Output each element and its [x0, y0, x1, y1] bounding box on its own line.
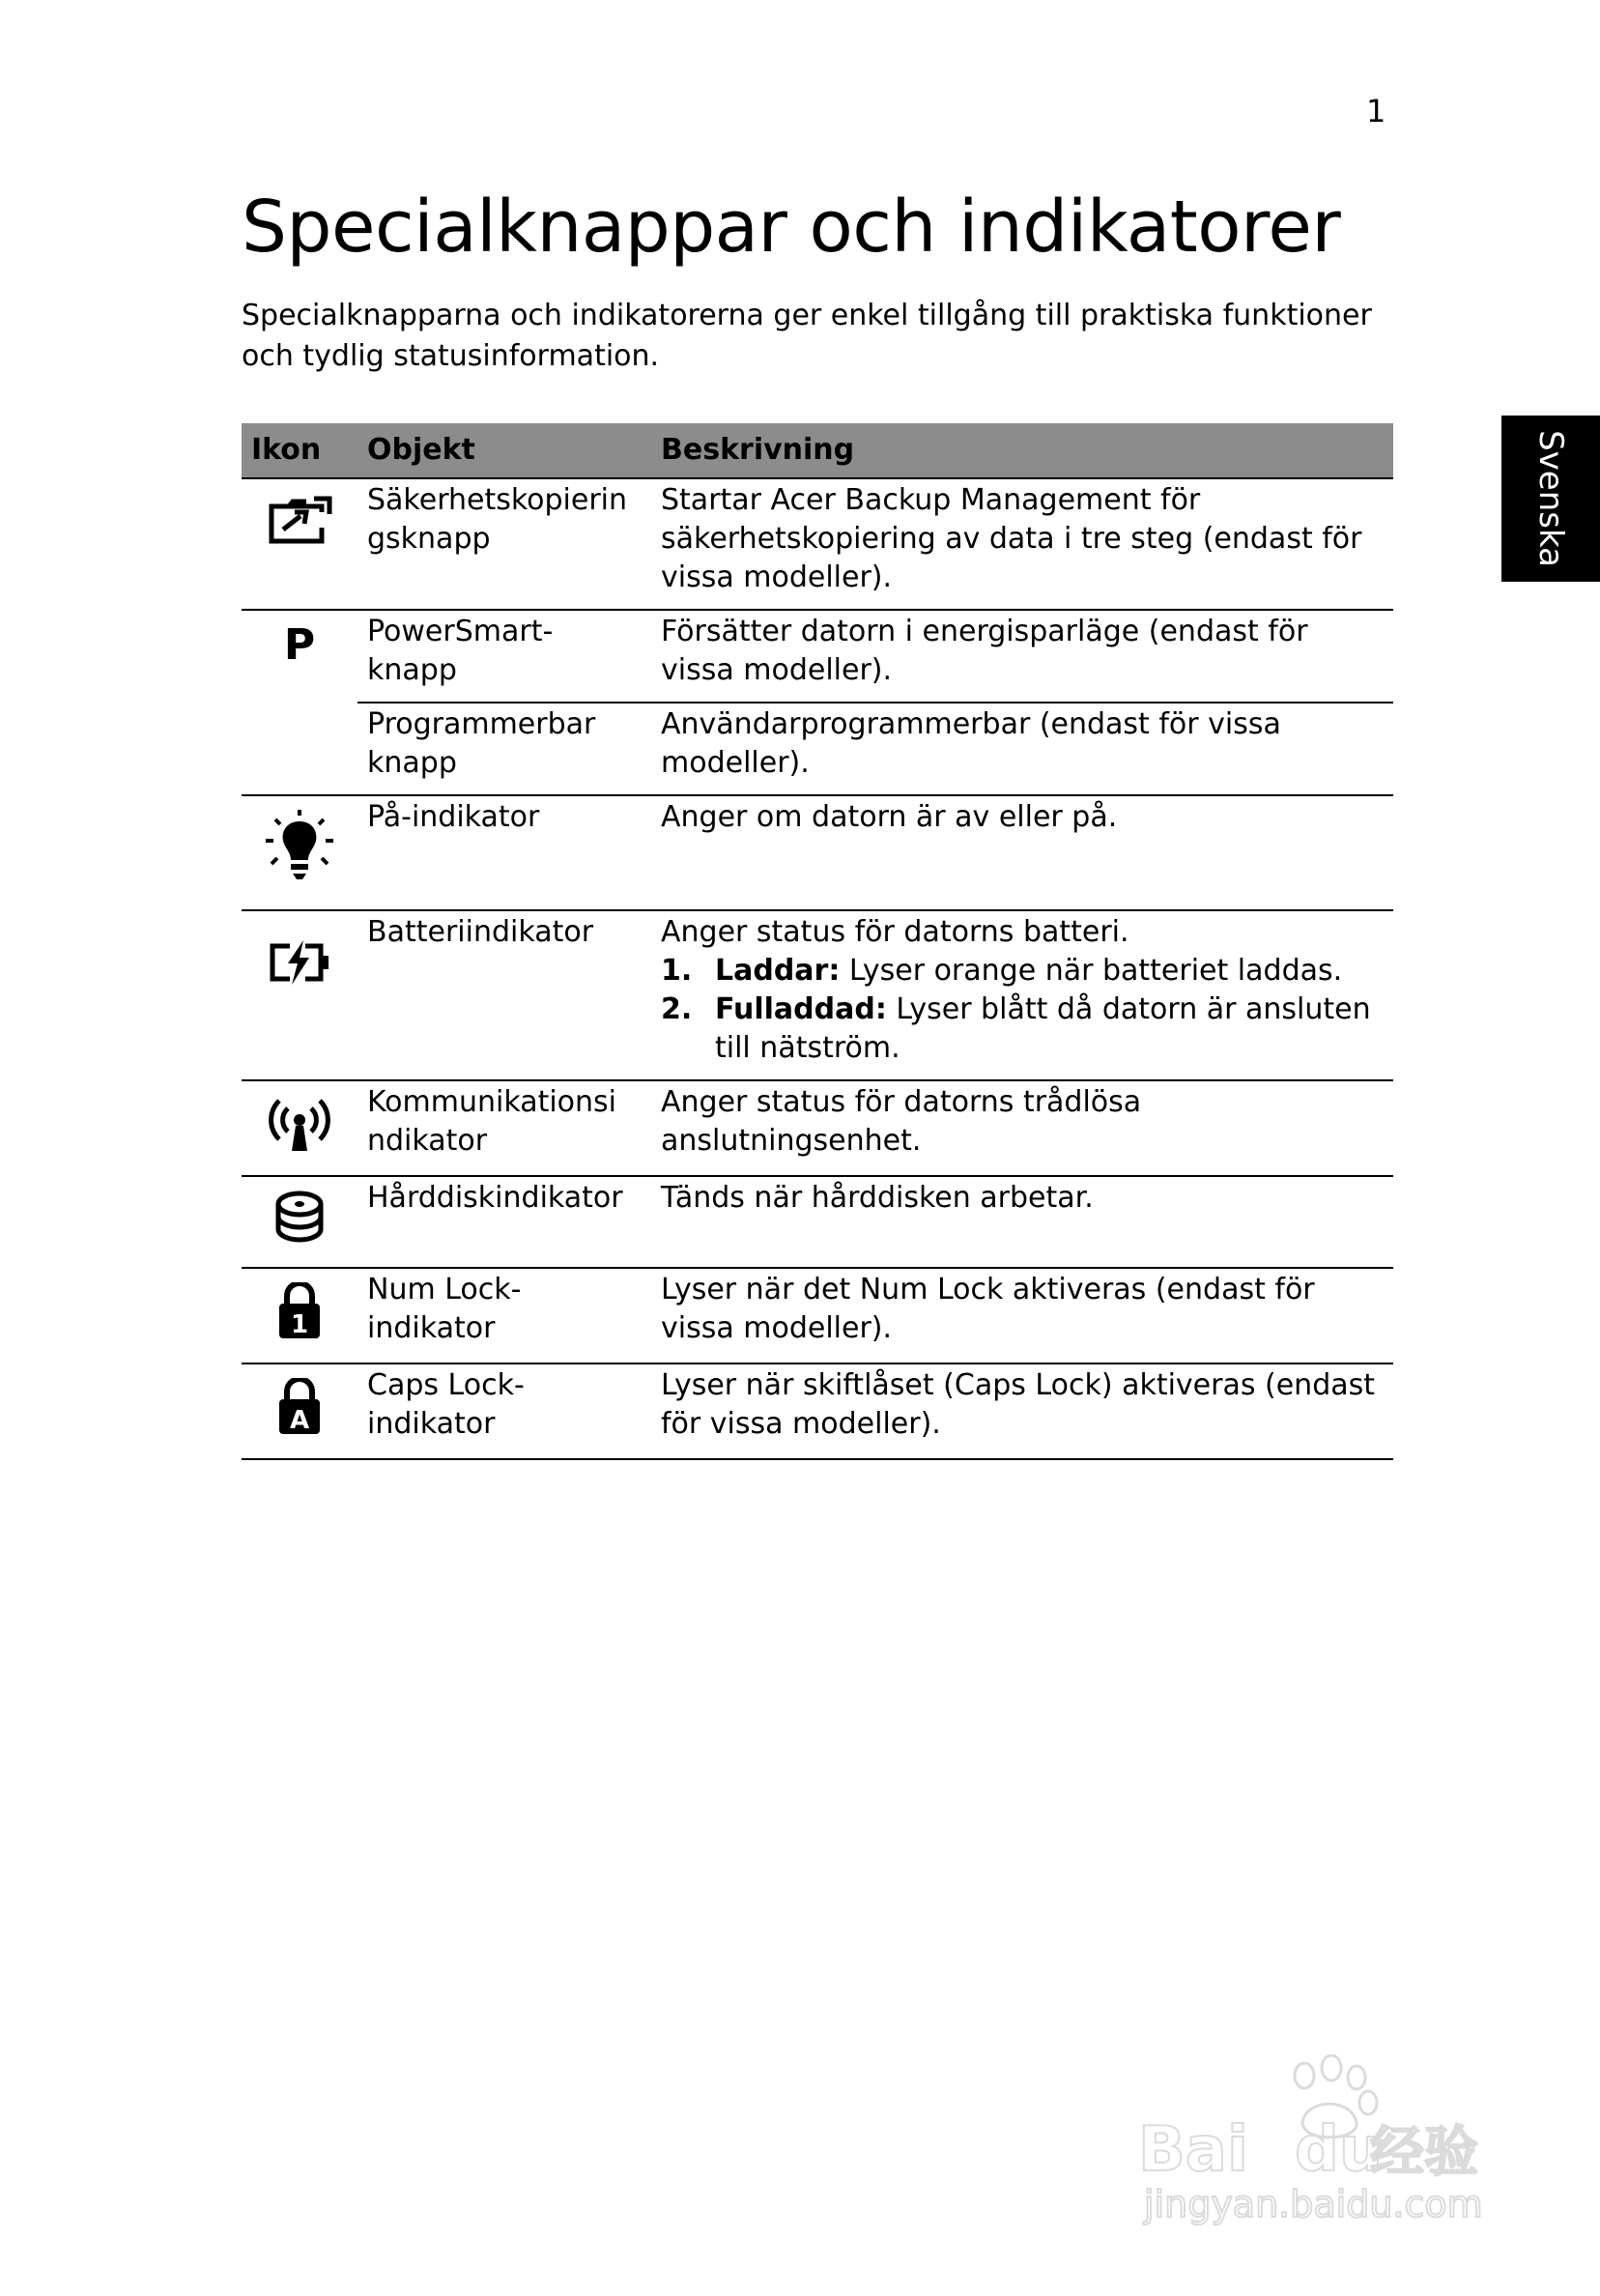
- table-row: [242, 1080, 1393, 1176]
- powersmart-icon: P: [283, 620, 316, 670]
- table-row: [242, 1363, 1393, 1459]
- icon-cell: [242, 610, 357, 795]
- icon-cell: [242, 1080, 357, 1176]
- description-cell: Lyser när skiftlåset (Caps Lock) aktiveras (endast för vissa modeller).: [651, 1363, 1393, 1459]
- table-row: [242, 610, 1393, 703]
- table-row: [242, 1176, 1393, 1268]
- description-cell: Tänds när hårddisken arbetar.: [651, 1176, 1393, 1268]
- object-cell: Batteriindikator: [357, 910, 651, 1080]
- object-cell: Säkerhetskopierin gsknapp: [357, 478, 651, 610]
- page-title: Specialknappar och indikatorer: [242, 186, 1341, 269]
- object-cell: På-indikator: [357, 795, 651, 910]
- list-number: 2.: [661, 992, 693, 1026]
- baidu-watermark: [1132, 2054, 1500, 2226]
- description-cell: Lyser när det Num Lock aktiveras (endast för vissa modeller).: [651, 1268, 1393, 1363]
- table-header-row: [242, 423, 1393, 478]
- object-cell: Programmerbar knapp: [357, 703, 651, 795]
- battery-icon: [267, 940, 332, 985]
- icon-cell: [242, 1363, 357, 1459]
- description-cell: Anger status för datorns trådlösa anslutningsenhet.: [651, 1080, 1393, 1176]
- special-keys-table: [242, 423, 1393, 1460]
- list-item: [661, 952, 1384, 990]
- object-cell: Num Lock-indikator: [357, 1268, 651, 1363]
- header-icon: Ikon: [242, 423, 357, 478]
- caps-lock-icon: [275, 1378, 324, 1436]
- language-tab-label: Svenska: [1531, 430, 1570, 567]
- table-row: [242, 478, 1393, 610]
- battery-status-list: [661, 952, 1384, 1068]
- icon-cell: [242, 478, 357, 610]
- table-row: [242, 795, 1393, 910]
- backup-icon: [266, 493, 333, 547]
- watermark-brand-2: du: [1295, 2114, 1384, 2186]
- object-cell: Caps Lock-indikator: [357, 1363, 651, 1459]
- num-lock-glyph: 1: [290, 1310, 309, 1339]
- watermark-cn: 经验: [1370, 2121, 1478, 2184]
- description-cell: Användarprogrammerbar (endast för vissa modeller).: [651, 703, 1393, 795]
- watermark-brand: Bai: [1138, 2114, 1248, 2186]
- description-cell: Startar Acer Backup Management för säkerhetskopiering av data i tre steg (endast för vissa modeller).: [651, 478, 1393, 610]
- language-tab: [1501, 416, 1600, 582]
- page-number: 1: [1366, 93, 1386, 129]
- caps-lock-glyph: A: [289, 1406, 310, 1435]
- object-cell: Hårddiskindikator: [357, 1176, 651, 1268]
- intro-paragraph: Specialknapparna och indikatorerna ger enkel tillgång till praktiska funktioner och tydlig statusinformation.: [242, 299, 1372, 373]
- description-cell: Anger om datorn är av eller på.: [651, 795, 1393, 910]
- header-object: Objekt: [357, 423, 651, 478]
- header-description: Beskrivning: [651, 423, 1393, 478]
- table-row: [242, 910, 1393, 1080]
- table-row: [242, 1268, 1393, 1363]
- list-number: 1.: [661, 954, 693, 988]
- watermark-url: jingyan.baidu.com: [1144, 2183, 1483, 2225]
- status-text: Lyser blått då datorn är ansluten till nätström.: [715, 992, 1371, 1065]
- power-indicator-icon: [264, 810, 335, 887]
- icon-cell: [242, 1268, 357, 1363]
- object-cell: PowerSmart-knapp: [357, 610, 651, 703]
- num-lock-icon: [275, 1282, 324, 1340]
- object-cell: Kommunikationsi ndikator: [357, 1080, 651, 1176]
- wireless-icon: [266, 1095, 333, 1153]
- status-text: Lyser orange när batteriet laddas.: [848, 954, 1343, 988]
- hard-disk-icon: [273, 1191, 326, 1245]
- icon-cell: [242, 910, 357, 1080]
- table-row: [242, 703, 1393, 795]
- battery-description: Anger status för datorns batteri.: [661, 915, 1129, 949]
- list-item: [661, 990, 1384, 1068]
- description-cell: Försätter datorn i energisparläge (endast för vissa modeller).: [651, 610, 1393, 703]
- icon-cell: [242, 1176, 357, 1268]
- description-cell: [651, 910, 1393, 1080]
- status-label: Laddar:: [715, 954, 841, 988]
- status-label: Fulladdad:: [715, 992, 887, 1026]
- icon-cell: [242, 795, 357, 910]
